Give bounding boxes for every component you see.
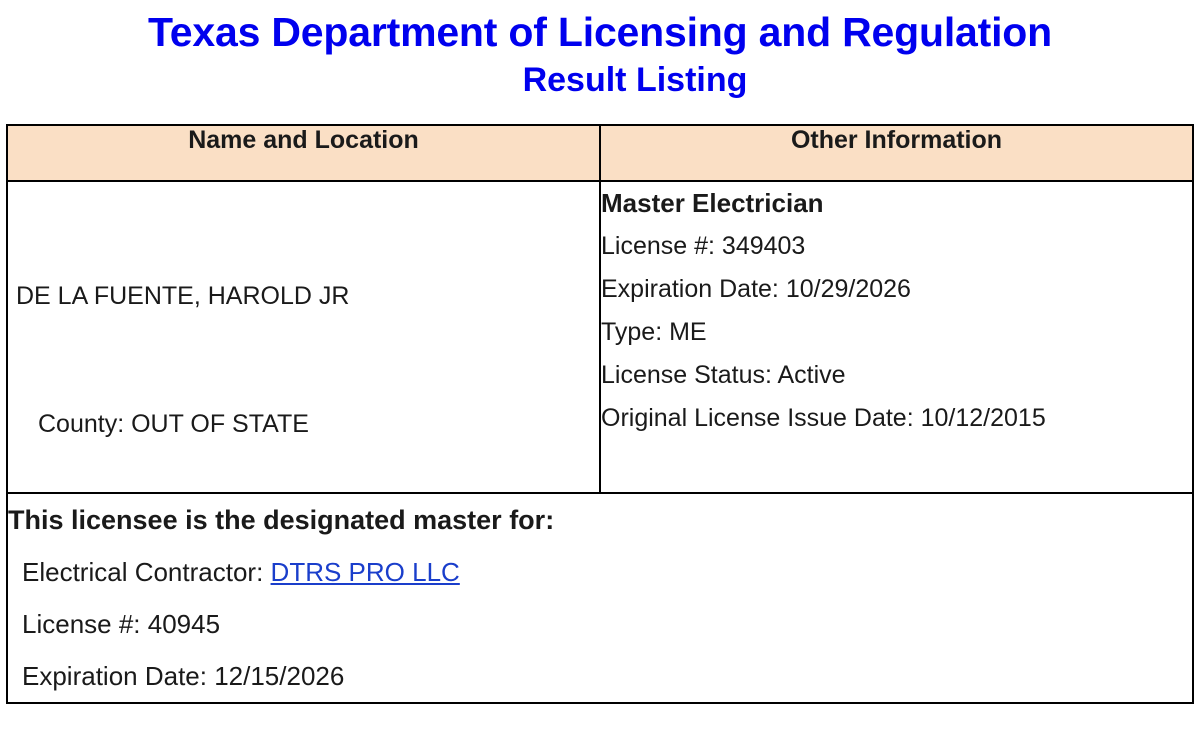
column-header-other-information: Other Information <box>600 125 1193 181</box>
table-row <box>7 181 1193 493</box>
original-license-issue-date: Original License Issue Date: 10/12/2015 <box>601 404 1046 432</box>
license-status: License Status: Active <box>601 361 846 389</box>
electrical-contractor-link[interactable]: DTRS PRO LLC <box>270 557 460 587</box>
contractor-expiration-date: Expiration Date: 12/15/2026 <box>22 661 345 691</box>
licensee-name: DE LA FUENTE, HAROLD JR <box>16 282 350 310</box>
cell-name-and-location <box>7 181 600 493</box>
page-header <box>0 0 1200 102</box>
results-table-container <box>0 124 1200 704</box>
designated-master-title-text: This licensee is the designated master for <box>8 505 546 535</box>
electrical-contractor-label: Electrical Contractor: <box>22 557 264 587</box>
cell-designated-master <box>7 493 1193 703</box>
designated-master-title-colon: : <box>545 505 555 535</box>
electrical-contractor-row <box>8 546 1192 598</box>
license-type-title: Master Electrician <box>601 188 824 218</box>
licensee-county: County: OUT OF STATE <box>38 410 309 438</box>
contractor-license-number: License #: 40945 <box>22 609 221 639</box>
page-title: Result Listing <box>522 61 748 99</box>
column-header-name-and-location: Name and Location <box>7 125 600 181</box>
license-expiration-date: Expiration Date: 10/29/2026 <box>601 275 911 303</box>
agency-title: Texas Department of Licensing and Regulation <box>148 9 1052 55</box>
cell-other-information <box>600 181 1193 493</box>
designated-master-row <box>7 493 1193 703</box>
table-header-row <box>7 125 1193 181</box>
designated-master-title <box>8 494 1192 546</box>
results-table <box>6 124 1194 704</box>
license-type-code: Type: ME <box>601 318 707 346</box>
license-number: License #: 349403 <box>601 232 806 260</box>
